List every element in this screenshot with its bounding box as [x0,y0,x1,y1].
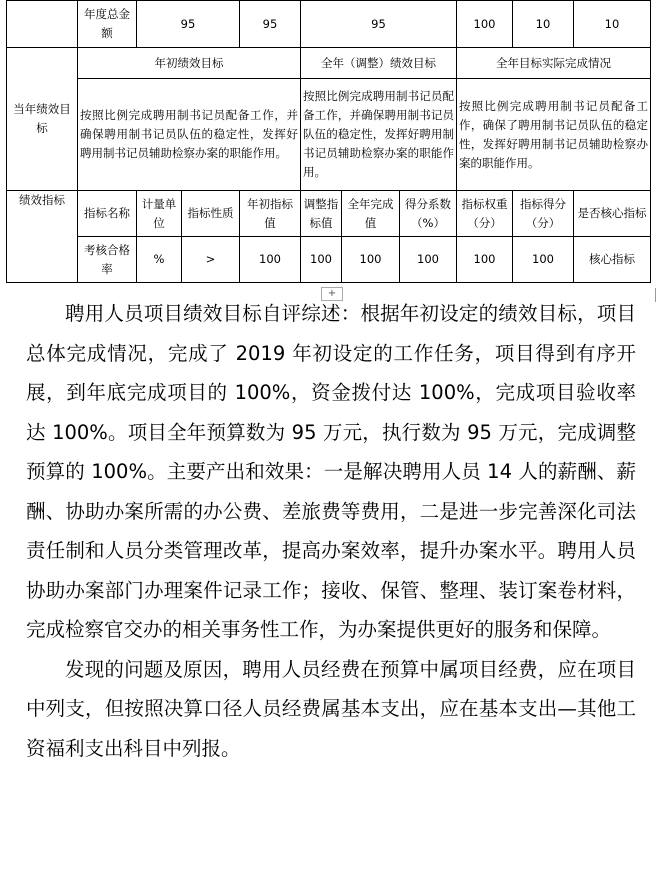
annual-amount-value: 100 [457,1,513,48]
indicator-header: 指标权重（分） [457,191,513,237]
indicator-header: 指标得分（分） [513,191,574,237]
annual-amount-value: 95 [301,1,457,48]
annual-amount-label: 年度总金额 [78,1,137,48]
indicator-label: 绩效指标 [7,191,78,283]
goal-header-initial: 年初绩效目标 [78,48,301,79]
page-edge-marker [655,288,660,302]
summary-paragraph: 聘用人员项目绩效目标自评综述：根据年初设定的绩效目标，项目总体完成情况，完成了 2019 年初设定的工作任务，项目得到有序开展，到年底完成项目的 100%，资金拨付达 100%，完成项目验收率达 100%。项目全年预算数为 95 万元，执行数为 95 万元，完成调整预算的 100%。主要产出和效果：一是解决聘用人员 14 人的薪酬、薪酬、协助办案所需的办公费、差旅费等费用，二是进一步完善深化司法责任制和人员分类管理改革，提高办案效率，提升办案水平。聘用人员协助办案部门办理案件记录工作；接收、保管、整理、装订案卷材料，完成检察官交办的相关事务性工作，为办案提供更好的服务和保障。 [26,302,636,641]
goal-header-adjusted: 全年（调整）绩效目标 [301,48,457,79]
annual-amount-value: 10 [513,1,574,48]
indicator-cell: % [137,237,182,283]
indicator-header: 年初指标值 [240,191,301,237]
indicator-header: 得分系数（%） [400,191,457,237]
document-body [26,294,636,768]
indicator-cell: 100 [342,237,400,283]
goal-text-adjusted: 按照比例完成聘用制书记员配备工作，并确保聘用制书记员队伍的稳定性，发挥好聘用制书记员辅助检察办案的职能作用。 [301,79,457,191]
indicator-header: 计量单位 [137,191,182,237]
indicator-header-row [7,191,651,237]
goal-text-initial: 按照比例完成聘用制书记员配备工作，并确保聘用制书记员队伍的稳定性，发挥好聘用制书记员辅助检察办案的职能作用。 [78,79,301,191]
indicator-row [7,237,651,283]
indicator-header: 全年完成值 [342,191,400,237]
goal-header-actual: 全年目标实际完成情况 [457,48,651,79]
indicator-cell: 100 [240,237,301,283]
goal-header-row [7,48,651,79]
indicator-cell: 核心指标 [574,237,651,283]
performance-table [6,0,651,283]
goal-label: 当年绩效目标 [7,48,78,191]
indicator-cell: 100 [513,237,574,283]
indicator-cell: 100 [301,237,342,283]
table-add-row-handle[interactable]: + [321,287,343,301]
annual-amount-value: 95 [240,1,301,48]
blank-cell [7,1,78,48]
annual-amount-row [7,1,651,48]
indicator-cell: > [182,237,240,283]
indicator-header: 调整指标值 [301,191,342,237]
issues-paragraph: 发现的问题及原因，聘用人员经费在预算中属项目经费，应在项目中列支，但按照决算口径人员经费属基本支出，应在基本支出—其他工资福利支出科目中列报。 [26,657,636,760]
goal-text-row [7,79,651,191]
goal-text-actual: 按照比例完成聘用制书记员配备工作，确保了聘用制书记员队伍的稳定性，发挥好聘用制书记员辅助检察办案的职能作用。 [457,79,651,191]
indicator-cell: 100 [457,237,513,283]
indicator-cell: 100 [400,237,457,283]
indicator-header: 指标性质 [182,191,240,237]
indicator-header: 指标名称 [78,191,137,237]
indicator-header: 是否核心指标 [574,191,651,237]
annual-amount-value: 10 [574,1,651,48]
indicator-cell: 考核合格率 [78,237,137,283]
annual-amount-value: 95 [137,1,240,48]
